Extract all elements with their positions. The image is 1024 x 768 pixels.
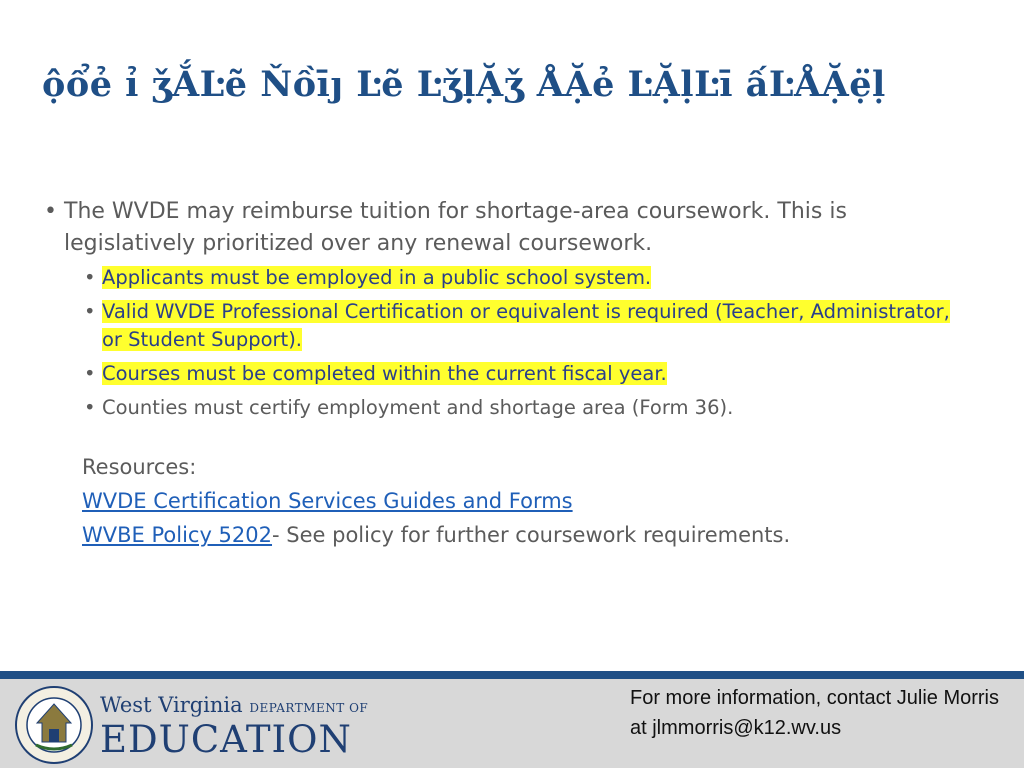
main-bullet: • The WVDE may reimburse tuition for shortage-area coursework. This is legislatively prioritized over any renewal coursework.	[44, 196, 974, 260]
highlighted-text: Applicants must be employed in a public school system.	[102, 266, 652, 289]
wvde-logo	[100, 693, 368, 760]
highlighted-text: Courses must be completed within the current fiscal year.	[102, 362, 667, 385]
footer	[0, 679, 1024, 768]
resources-heading: Resources:	[82, 455, 197, 479]
slide-content	[44, 196, 974, 552]
sub-bullet-employment	[82, 264, 974, 292]
sub-bullet-fiscal-year	[82, 360, 974, 388]
policy-link-note: - See policy for further coursework requirements.	[272, 523, 791, 547]
policy-5202-link[interactable]: WVBE Policy 5202	[82, 523, 273, 547]
sub-bullet-text: Counties must certify employment and shortage area (Form 36).	[102, 396, 734, 419]
slide-title: ộổẻ ỉ ǯẮĿẽ Ňồīȷ Ŀẽ ĿǯḷẶǯ ÅẶẻ ĿẶḷĿī ấĿÅẶẹ̈ḷ	[42, 64, 886, 105]
logo-state-name: West Virginia	[100, 693, 243, 717]
state-seal-icon	[14, 685, 94, 765]
sub-bullet-list	[44, 264, 974, 422]
sub-bullet-form-36	[82, 394, 974, 422]
sub-bullet-certification	[82, 298, 974, 354]
certification-guides-link[interactable]: WVDE Certification Services Guides and Forms	[82, 489, 573, 513]
contact-info: For more information, contact Julie Morris at jlmmorris@k12.wv.us	[630, 687, 1000, 739]
logo-dept-label: DEPARTMENT OF	[249, 701, 369, 715]
logo-education: EDUCATION	[100, 718, 352, 761]
footer-divider	[0, 671, 1024, 679]
highlighted-text: Valid WVDE Professional Certification or equivalent is required (Teacher, Administrator, or Student Support).	[102, 300, 950, 351]
resources-section	[44, 450, 974, 552]
